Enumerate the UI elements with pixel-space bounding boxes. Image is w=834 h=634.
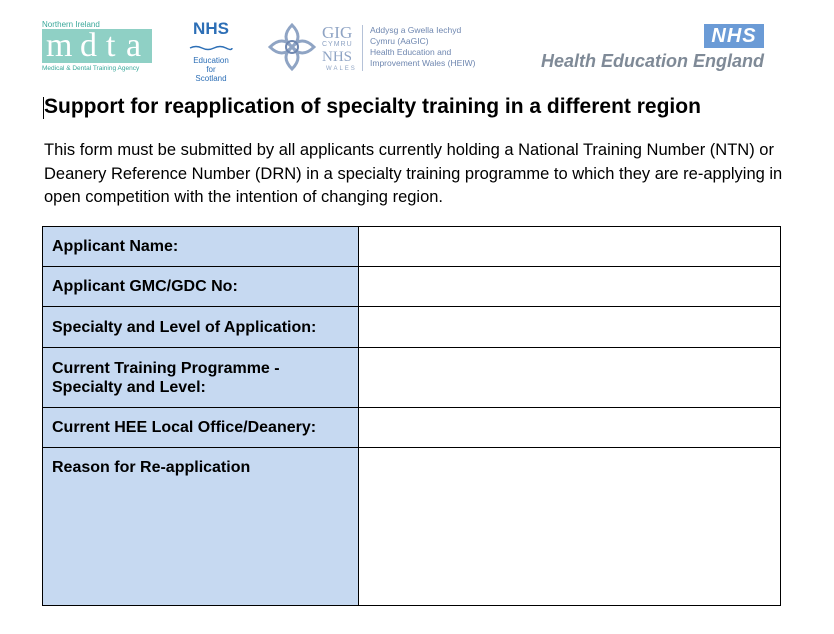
heiw-logo-divider	[362, 25, 363, 71]
current-training-programme-label-line: Current Training Programme -	[52, 359, 280, 377]
nhs-scotland-logo-line: Education	[193, 56, 229, 65]
intro-paragraph: This form must be submitted by all applicants currently holding a National Training Number (NTN) or Deanery Reference Number (DRN) in a specialty training programme to which they are re-applying in open competition with the intention of changing region.	[44, 141, 783, 206]
specialty-level-field[interactable]	[359, 307, 781, 348]
heiw-logo-gig: GIG	[322, 23, 353, 42]
nhs-scotland-logo-nhs: NHS	[193, 19, 229, 38]
mdta-letter-a: a	[126, 27, 144, 64]
nhs-scotland-logo	[184, 19, 238, 83]
heiw-logo-line: Addysg a Gwella Iechyd	[370, 25, 462, 35]
mdta-logo-wordmark	[42, 29, 152, 63]
mdta-letter-t: t	[106, 27, 118, 64]
current-training-programme-field[interactable]	[359, 348, 781, 408]
table-row	[43, 448, 781, 606]
table-row	[43, 307, 781, 348]
page-title: Support for reapplication of specialty training in a different region	[44, 95, 701, 118]
current-training-programme-label	[43, 348, 359, 408]
current-training-programme-label-line: Specialty and Level:	[52, 378, 206, 396]
heiw-logo-nhs: NHS	[322, 49, 353, 65]
nhs-scotland-logo-line: for	[206, 65, 216, 74]
heiw-logo-line: Health Education and	[370, 47, 452, 57]
applicant-name-field[interactable]	[359, 227, 781, 267]
hee-logo	[520, 24, 766, 72]
application-form-table	[42, 226, 781, 606]
table-row	[43, 227, 781, 267]
specialty-level-label: Specialty and Level of Application:	[43, 307, 359, 348]
wave-icon	[188, 45, 234, 51]
mdta-logo-top-text: Northern Ireland	[42, 20, 100, 29]
celtic-knot-icon	[266, 21, 318, 73]
reason-label: Reason for Re-application	[43, 448, 359, 606]
nhs-scotland-logo-line: Scotland	[195, 74, 227, 83]
hee-logo-nhs-badge: NHS	[704, 24, 764, 48]
table-row	[43, 408, 781, 448]
table-row	[43, 267, 781, 307]
applicant-gmc-gdc-label: Applicant GMC/GDC No:	[43, 267, 359, 307]
mdta-letter-d: d	[80, 27, 99, 64]
mdta-logo	[42, 20, 154, 74]
heiw-logo-text	[370, 25, 475, 69]
reason-field[interactable]	[359, 448, 781, 606]
heiw-logo	[266, 21, 496, 75]
heiw-logo-cymru: CYMRU	[322, 41, 353, 48]
applicant-gmc-gdc-field[interactable]	[359, 267, 781, 307]
mdta-logo-subtitle: Medical & Dental Training Agency	[42, 65, 140, 72]
current-local-office-label: Current HEE Local Office/Deanery:	[43, 408, 359, 448]
hee-logo-name: Health Education England	[540, 51, 764, 71]
table-row	[43, 348, 781, 408]
heiw-logo-wales: WALES	[326, 66, 357, 72]
heiw-logo-line: Cymru (AaGIC)	[370, 36, 429, 46]
current-local-office-field[interactable]	[359, 408, 781, 448]
mdta-letter-m: m	[46, 27, 75, 64]
heiw-logo-line: Improvement Wales (HEIW)	[370, 58, 476, 68]
applicant-name-label: Applicant Name:	[43, 227, 359, 267]
